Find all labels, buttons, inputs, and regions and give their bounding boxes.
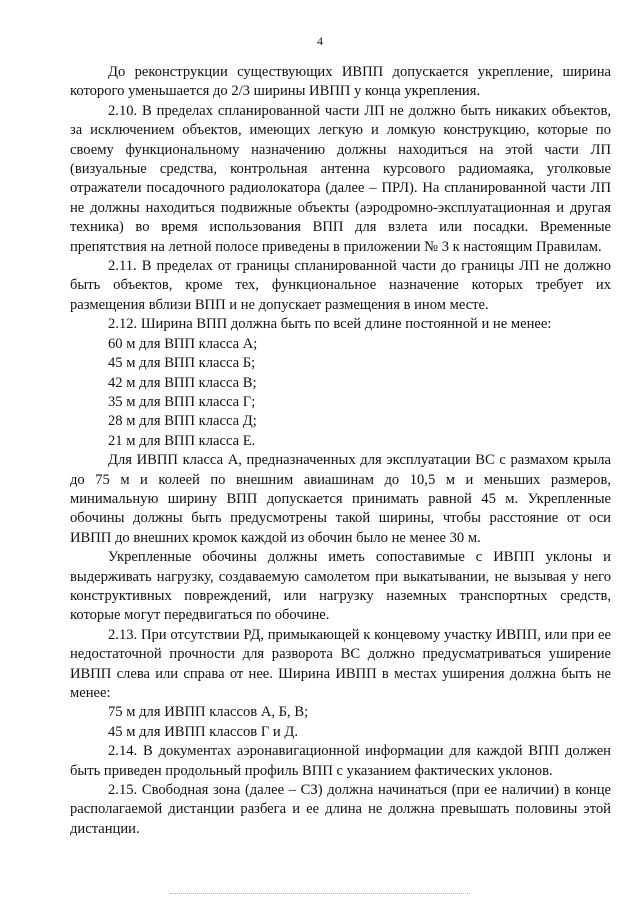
paragraph-2-15: 2.15. Свободная зона (далее – СЗ) должна начинаться (при ее наличии) в конце располагаемой дистанции разбега и ее длина не должна превышать половины этой дистанции. [70, 782, 611, 837]
bottom-rule [170, 893, 470, 894]
page-number: 4 [317, 34, 323, 48]
widening-item-gd: 45 м для ИВПП классов Г и Д. [108, 723, 298, 740]
paragraph-class-a-shoulders: Для ИВПП класса А, предназначенных для эксплуатации ВС с размахом крыла до 75 м и колеей по внешним авиашинам до 10,5 м и меньших размеров, минимальную ширину ВПП допускается принимать равной 45 м. Укрепленные обочины должны быть предусмотрены такой ширины, чтобы расстояние от оси ИВПП до внешних кромок каждой из обочин было не менее 30 м. [70, 452, 611, 546]
paragraph-2-14: 2.14. В документах аэронавигационной информации для каждой ВПП должен быть приведен продольный профиль ВПП с указанием фактических уклонов. [70, 743, 611, 779]
paragraph-2-13: 2.13. При отсутствии РД, примыкающей к концевому участку ИВПП, или при ее недостаточной прочности для разворота ВС должно предусматриваться уширение ИВПП слева или справа от нее. Ширина ИВПП в местах уширения должна быть не менее: [70, 626, 611, 701]
width-item-class-b: 45 м для ВПП класса Б; [108, 355, 256, 372]
document-body [70, 63, 611, 839]
width-item-class-d: 28 м для ВПП класса Д; [108, 413, 257, 430]
width-item-class-g: 35 м для ВПП класса Г; [108, 393, 256, 410]
paragraph-reconstruction: До реконструкции существующих ИВПП допускается укрепление, ширина которого уменьшается до 2/3 ширины ИВПП у конца укрепления. [70, 64, 611, 100]
width-item-class-a: 60 м для ВПП класса А; [108, 335, 258, 352]
paragraph-2-10: 2.10. В пределах спланированной части ЛП не должно быть никаких объектов, за исключением объектов, имеющих легкую и ломкую конструкцию, которые по своему функциональному назначению должны находиться на этой части ЛП (визуальные средства, контрольная антенна курсового радиомаяка, уголковые отражатели посадочного радиолокатора (далее – ПРЛ). На спланированной части ЛП не должны находиться подвижные объекты (аэродромно-эксплуатационная и другая техника) во время использования ВПП для взлета или посадки. Временные препятствия на летной полосе приведены в приложении № 3 к настоящим Правилам. [70, 102, 611, 255]
widening-item-abv: 75 м для ИВПП классов А, Б, В; [108, 704, 309, 721]
width-item-class-e: 21 м для ВПП класса Е. [108, 432, 256, 449]
paragraph-shoulders-load: Укрепленные обочины должны иметь сопоставимые с ИВПП уклоны и выдерживать нагрузку, создаваемую самолетом при выкатывании, не вызывая у него конструктивных повреждений, или нагрузку наземных транспортных средств, которые могут передвигаться по обочине. [70, 549, 611, 624]
paragraph-2-12: 2.12. Ширина ВПП должна быть по всей длине постоянной и не менее: [108, 316, 552, 333]
width-item-class-v: 42 м для ВПП класса В; [108, 374, 257, 391]
paragraph-2-11: 2.11. В пределах от границы спланированной части до границы ЛП не должно быть объектов, кроме тех, функциональное назначение которых требует их размещения вблизи ВПП и не допускает размещения в ином месте. [70, 258, 611, 313]
